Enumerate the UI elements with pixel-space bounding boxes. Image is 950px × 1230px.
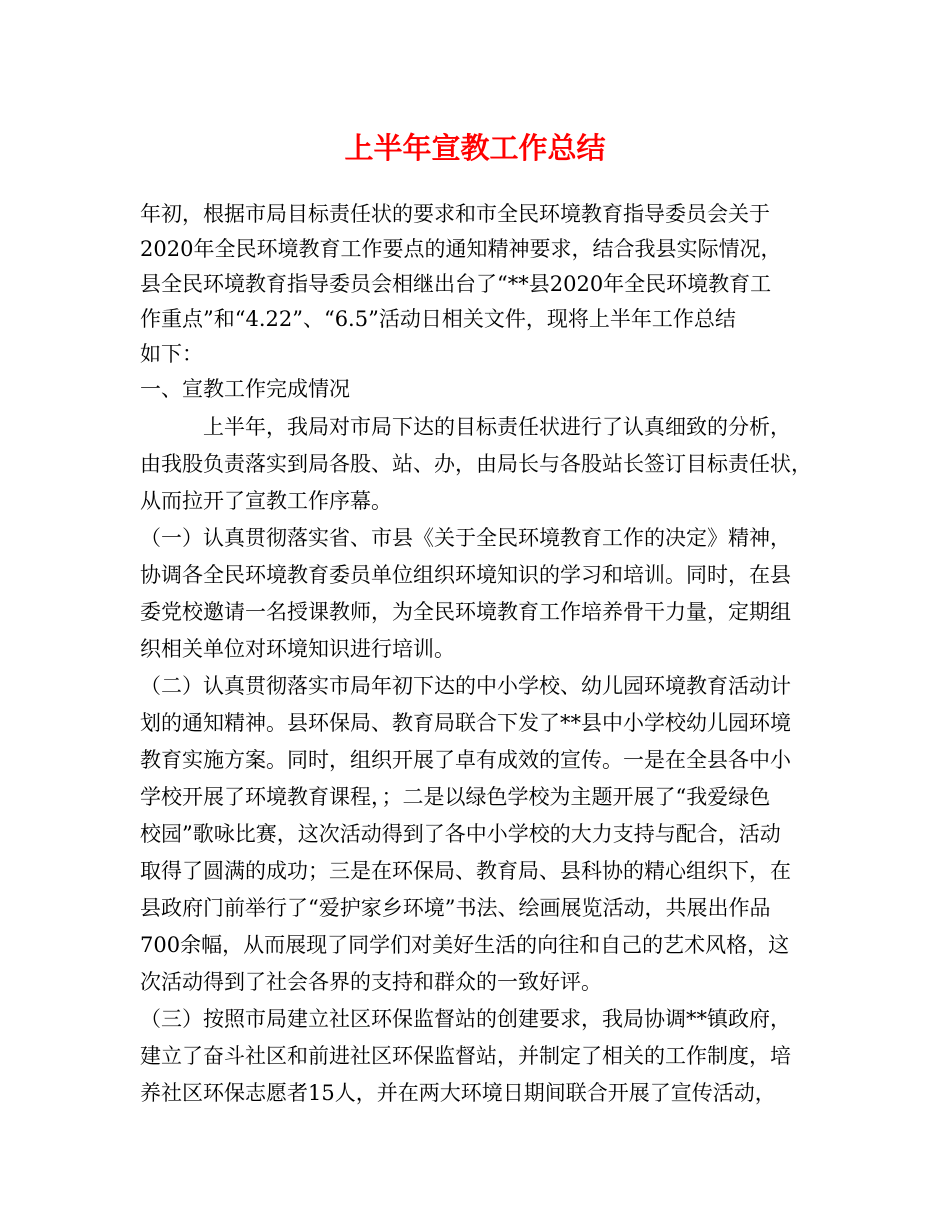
paragraph-line: 县政府门前举行了“爱护家乡环境”书法、绘画展览活动，共展出作品	[140, 896, 771, 920]
paragraph-line: 教育实施方案。同时，组织开展了卓有成效的宣传。一是在全县各中小	[140, 748, 791, 772]
document-title: 上半年宣教工作总结	[344, 131, 606, 165]
section-heading: 一、宣教工作完成情况	[140, 377, 350, 401]
paragraph-line: 取得了圆满的成功；三是在环保局、教育局、县科协的精心组织下，在	[140, 859, 791, 883]
paragraph-line: 织相关单位对环境知识进行培训。	[140, 637, 455, 661]
paragraph-line: 如下：	[140, 342, 203, 366]
paragraph-line: 校园”歌咏比赛，这次活动得到了各中小学校的大力支持与配合，活动	[140, 822, 781, 846]
paragraph-line: （二）认真贯彻落实市局年初下达的中小学校、幼儿园环境教育活动计	[140, 674, 791, 698]
paragraph-line: 年初，根据市局目标责任状的要求和市全民环境教育指导委员会关于	[140, 202, 770, 226]
paragraph-line: 由我股负责落实到局各股、站、办，由局长与各股站长签订目标责任状，	[140, 452, 812, 476]
paragraph-line: 次活动得到了社会各界的支持和群众的一致好评。	[140, 970, 602, 994]
paragraph-line: 从而拉开了宣教工作序幕。	[140, 489, 392, 513]
paragraph-line: 2020年全民环境教育工作要点的通知精神要求，结合我县实际情况，	[140, 237, 782, 261]
paragraph-line: 学校开展了环境教育课程，；二是以绿色学校为主题开展了“我爱绿色	[140, 785, 771, 809]
paragraph-line: 建立了奋斗社区和前进社区环保监督站，并制定了相关的工作制度，培	[140, 1044, 791, 1068]
paragraph-line: 养社区环保志愿者15人，并在两大环境日期间联合开展了宣传活动，	[140, 1081, 776, 1105]
paragraph-line: 县全民环境教育指导委员会相继出台了“**县2020年全民环境教育工	[140, 272, 772, 296]
paragraph-line: 协调各全民环境教育委员单位组织环境知识的学习和培训。同时，在县	[140, 563, 791, 587]
paragraph-line: 委党校邀请一名授课教师，为全民环境教育工作培养骨干力量，定期组	[140, 600, 791, 624]
paragraph-line: 作重点”和“4.22”、“6.5”活动日相关文件，现将上半年工作总结	[140, 307, 736, 331]
paragraph-line: 上半年，我局对市局下达的目标责任状进行了认真细致的分析，	[140, 415, 791, 439]
paragraph-line: （三）按照市局建立社区环保监督站的创建要求，我局协调**镇政府，	[140, 1007, 791, 1031]
paragraph-line: 划的通知精神。县环保局、教育局联合下发了**县中小学校幼儿园环境	[140, 711, 791, 735]
paragraph-line: 700余幅，从而展现了同学们对美好生活的向往和自己的艺术风格，这	[140, 933, 790, 957]
paragraph-line: （一）认真贯彻落实省、市县《关于全民环境教育工作的决定》精神，	[140, 526, 791, 550]
